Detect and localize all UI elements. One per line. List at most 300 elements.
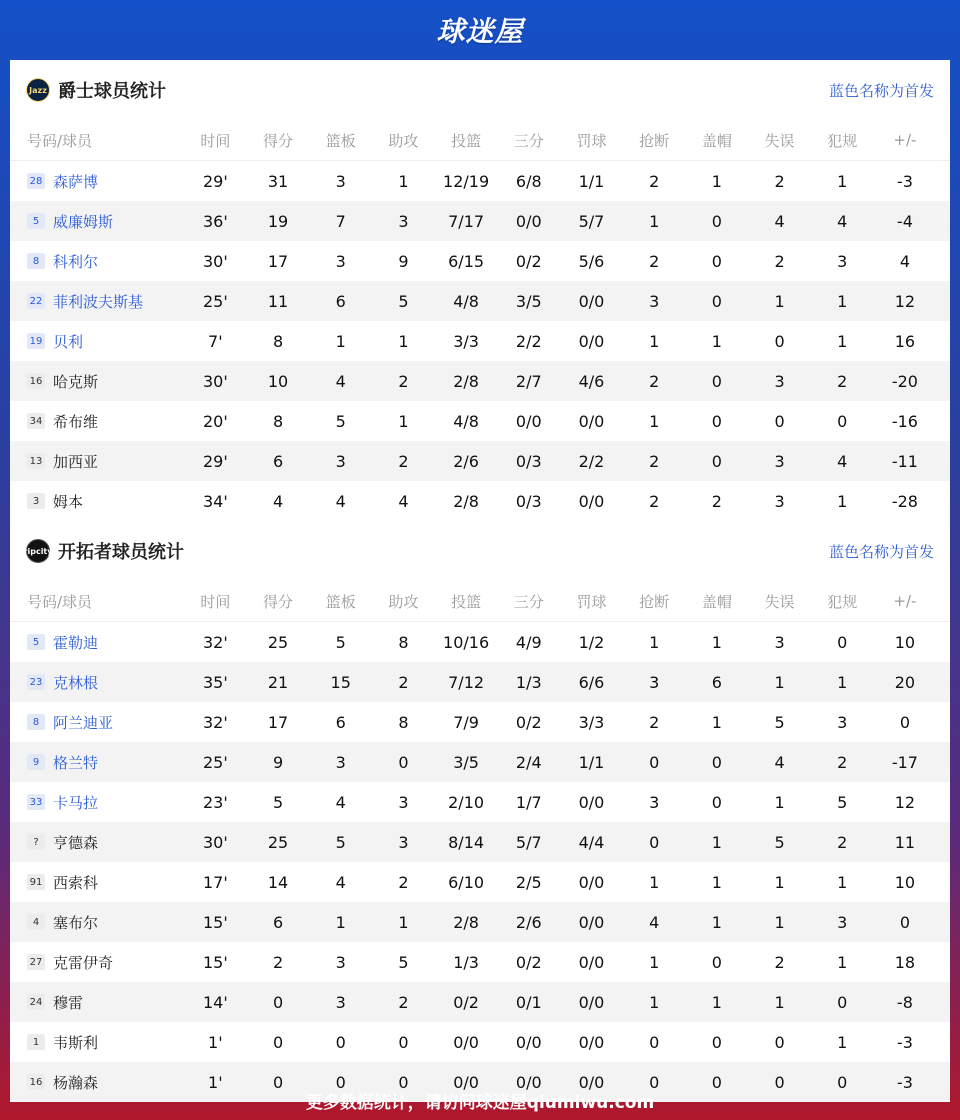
stat-cell: 1	[711, 992, 722, 1012]
stat-cell: 5	[774, 712, 785, 732]
stat-cell: 0	[774, 411, 785, 431]
stat-cell: 4	[899, 251, 910, 271]
stat-cell: 0	[711, 291, 722, 311]
stat-cell: 10	[267, 371, 289, 391]
stat-cell: 2	[774, 952, 785, 972]
stat-cell: 3	[335, 952, 346, 972]
stat-cell: 0/0	[578, 1032, 605, 1052]
player-cell	[10, 291, 184, 312]
stat-cell: 0	[837, 632, 848, 652]
jersey-number-badge: 9	[27, 754, 45, 770]
team-title: 开拓者球员统计	[58, 542, 184, 563]
column-header: 抢断	[639, 131, 670, 150]
stat-cell: 0/0	[578, 291, 605, 311]
stat-cell: 0	[272, 1032, 284, 1052]
player-name-link[interactable]: 霍勒迪	[53, 633, 99, 652]
stat-cell: 30'	[202, 371, 228, 391]
stat-cell: 2	[649, 171, 660, 191]
stat-cell: 8	[272, 411, 284, 431]
stat-cell: 1	[837, 872, 848, 892]
stat-cell: 0/2	[515, 952, 542, 972]
jersey-number-badge: 16	[27, 1074, 45, 1090]
player-row	[10, 702, 950, 742]
stat-cell: 0/0	[453, 1032, 479, 1052]
jazz-logo-icon: Jazz	[26, 78, 50, 102]
stat-cell: 6/10	[448, 872, 485, 892]
stat-cell: 2/10	[448, 792, 485, 812]
stat-cell: 15'	[202, 912, 228, 932]
column-header: 罚球	[576, 592, 607, 611]
stat-cell: 2	[398, 872, 409, 892]
jersey-number-badge: 13	[27, 453, 45, 469]
player-cell	[10, 992, 184, 1013]
player-row	[10, 782, 950, 822]
stat-cell: 2	[649, 371, 660, 391]
blazers-logo-icon: ripcity	[26, 539, 50, 563]
player-name-link[interactable]: 科利尔	[53, 252, 99, 271]
stat-cell: 1	[774, 792, 785, 812]
team-header	[10, 521, 950, 581]
stat-cell: 1	[398, 171, 409, 191]
stat-cell: 1	[837, 952, 848, 972]
stat-cell: 6	[272, 451, 284, 471]
starter-legend-note: 蓝色名称为首发	[828, 81, 934, 100]
column-header: 篮板	[325, 131, 356, 150]
player-row	[10, 361, 950, 401]
player-cell	[10, 371, 184, 392]
stat-cell: 23'	[202, 792, 228, 812]
player-row	[10, 822, 950, 862]
player-row	[10, 481, 950, 521]
stat-cell: 1/7	[515, 792, 542, 812]
stat-cell: 4	[649, 912, 660, 932]
stat-cell: 1	[837, 672, 848, 692]
stat-cell: 6	[335, 291, 346, 311]
player-row	[10, 241, 950, 281]
player-row	[10, 321, 950, 361]
jersey-number-badge: 24	[27, 994, 45, 1010]
player-cell	[10, 1032, 184, 1053]
stat-cell: 4	[272, 491, 284, 511]
player-cell	[10, 331, 184, 352]
player-name-link[interactable]: 森萨博	[53, 172, 99, 191]
player-row	[10, 161, 950, 201]
stat-cell: 4	[837, 211, 848, 231]
stat-cell: 1	[649, 992, 660, 1012]
player-row	[10, 902, 950, 942]
stat-cell: 0	[649, 832, 660, 852]
stat-cell: 0/0	[578, 872, 605, 892]
stat-cell: 1	[774, 992, 785, 1012]
stat-cell: 1	[711, 912, 722, 932]
column-header: 抢断	[639, 592, 670, 611]
jersey-number-badge: 5	[27, 213, 45, 229]
stat-cell: 6/8	[515, 171, 542, 191]
stat-cell: 5	[335, 411, 346, 431]
stat-cell: 3	[398, 792, 409, 812]
stat-cell: 15'	[202, 952, 228, 972]
stat-cell: 2/5	[515, 872, 542, 892]
stat-cell: 32'	[202, 632, 228, 652]
stat-cell: 1	[649, 952, 660, 972]
stat-cell: 0/0	[578, 952, 605, 972]
stat-cell: 3/5	[453, 752, 479, 772]
column-header: 罚球	[576, 131, 607, 150]
stat-cell: 14	[267, 872, 289, 892]
stat-cell: 2	[649, 251, 660, 271]
stat-cell: 10/16	[443, 632, 490, 652]
stat-cell: 12	[894, 792, 916, 812]
stat-cell: 0/2	[515, 712, 542, 732]
column-header: 失误	[764, 592, 795, 611]
stat-cell: 0	[837, 992, 848, 1012]
brand-logo: 球迷屋	[436, 15, 524, 48]
stat-cell: 17	[267, 712, 289, 732]
stat-cell: 1/3	[453, 952, 479, 972]
stat-cell: 1	[711, 331, 722, 351]
stat-cell: 25'	[202, 752, 228, 772]
stat-cell: 0	[837, 1072, 848, 1092]
stat-cell: 18	[894, 952, 916, 972]
stat-cell: 1	[649, 411, 660, 431]
player-name-link[interactable]: 阿兰迪亚	[53, 713, 114, 732]
player-name-link[interactable]: 卡马拉	[53, 793, 99, 812]
player-cell	[10, 632, 184, 653]
player-name: 亨德森	[53, 833, 99, 852]
player-cell	[10, 952, 184, 973]
player-name: 韦斯利	[53, 1033, 99, 1052]
stat-cell: 3	[335, 251, 346, 271]
column-header: 篮板	[325, 592, 356, 611]
team-title: 爵士球员统计	[58, 81, 166, 102]
stat-cell: 2	[649, 451, 660, 471]
stat-cell: 4	[837, 451, 848, 471]
stat-cell: 30'	[202, 832, 228, 852]
stat-cell: 5/6	[578, 251, 605, 271]
stat-cell: 6	[272, 912, 284, 932]
jersey-number-badge: 8	[27, 253, 45, 269]
stat-cell: 2/7	[515, 371, 542, 391]
stat-cell: 0	[774, 331, 785, 351]
stat-cell: 1	[711, 712, 722, 732]
stat-cell: 11	[267, 291, 289, 311]
stat-cell: 32'	[202, 712, 228, 732]
player-row	[10, 622, 950, 662]
stat-cell: 8	[272, 331, 284, 351]
stat-cell: 30'	[202, 251, 228, 271]
stat-cell: -11	[891, 451, 918, 471]
starter-legend-note: 蓝色名称为首发	[828, 542, 934, 561]
stat-cell: 1/3	[515, 672, 542, 692]
stat-cell: 20'	[202, 411, 228, 431]
stat-cell: 4/8	[453, 291, 479, 311]
stat-cell: 10	[894, 872, 916, 892]
stat-cell: 3	[398, 832, 409, 852]
stat-cell: 2	[649, 491, 660, 511]
stat-cell: 0	[272, 992, 284, 1012]
stat-cell: 1	[649, 211, 660, 231]
column-header: 失误	[764, 131, 795, 150]
stat-cell: 5	[837, 792, 848, 812]
stat-cell: -3	[896, 171, 913, 191]
stat-cell: 2	[837, 752, 848, 772]
player-name-link[interactable]: 格兰特	[53, 753, 99, 772]
stat-cell: 1	[774, 872, 785, 892]
player-cell	[10, 251, 184, 272]
column-header: 得分	[263, 131, 294, 150]
stat-cell: 3/3	[453, 331, 479, 351]
stat-cell: 4	[335, 491, 346, 511]
stat-cell: -8	[896, 992, 913, 1012]
stat-cell: 4/9	[515, 632, 542, 652]
stat-cell: 1	[711, 632, 722, 652]
jazz-section	[10, 60, 950, 521]
jersey-number-badge: 4	[27, 914, 45, 930]
player-name: 塞布尔	[53, 913, 99, 932]
stat-cell: 2	[272, 952, 284, 972]
player-cell	[10, 171, 184, 192]
stat-cell: 0	[711, 792, 722, 812]
stat-cell: 0	[711, 371, 722, 391]
player-cell	[10, 792, 184, 813]
top-bar	[0, 0, 960, 60]
player-row	[10, 281, 950, 321]
column-header: 盖帽	[701, 131, 732, 150]
stat-cell: 34'	[202, 491, 228, 511]
player-name: 穆雷	[53, 993, 84, 1012]
blazers-section	[10, 521, 950, 1102]
stat-cell: 3	[335, 752, 346, 772]
stat-cell: 3	[837, 712, 848, 732]
stat-cell: 1	[335, 331, 346, 351]
stat-cell: 0/0	[578, 411, 605, 431]
stat-cell: 7/12	[448, 672, 485, 692]
stat-cell: -3	[896, 1032, 913, 1052]
stat-cell: 1	[837, 171, 848, 191]
team-header	[10, 60, 950, 120]
player-name-link[interactable]: 贝利	[53, 332, 84, 351]
footer-banner: 更多数据统计，请访问球迷屋qiumiwu.com	[305, 1092, 655, 1113]
stat-cell: 0	[711, 451, 722, 471]
stat-cell: 12/19	[443, 171, 490, 191]
stat-cell: -4	[896, 211, 913, 231]
stat-cell: 6	[711, 672, 722, 692]
stat-cell: 2	[398, 672, 409, 692]
stat-cell: 0	[335, 1032, 346, 1052]
stat-cell: 1	[649, 872, 660, 892]
player-cell	[10, 411, 184, 432]
column-header: 投篮	[451, 592, 482, 611]
stat-cell: 21	[267, 672, 289, 692]
stat-cell: 0/0	[578, 491, 605, 511]
player-row	[10, 742, 950, 782]
stat-cell: 1/2	[578, 632, 605, 652]
stat-cell: 11	[894, 832, 916, 852]
player-row	[10, 942, 950, 982]
stat-cell: 2/4	[515, 752, 542, 772]
stat-cell: 2	[398, 992, 409, 1012]
stat-cell: 5/7	[515, 832, 542, 852]
stat-cell: 0	[837, 411, 848, 431]
column-header: 犯规	[827, 131, 858, 150]
stat-cell: 1	[837, 331, 848, 351]
stat-cell: 3	[774, 632, 785, 652]
table-header	[10, 581, 950, 622]
stat-cell: 5	[335, 832, 346, 852]
column-header: 时间	[200, 592, 231, 611]
jersey-number-badge: 5	[27, 634, 45, 650]
stat-cell: 2	[649, 712, 660, 732]
stat-cell: 5	[398, 291, 409, 311]
column-header: +/-	[893, 592, 917, 610]
column-header: 助攻	[388, 131, 419, 150]
stat-cell: 2	[398, 451, 409, 471]
stat-cell: 0	[711, 752, 722, 772]
stat-cell: -16	[891, 411, 918, 431]
stat-cell: 1	[649, 331, 660, 351]
stat-cell: 20	[894, 672, 916, 692]
stat-cell: 5	[398, 952, 409, 972]
player-name-link[interactable]: 威廉姆斯	[53, 212, 114, 231]
stat-cell: 19	[267, 211, 289, 231]
stat-cell: 8	[398, 712, 409, 732]
jersey-number-badge: 34	[27, 413, 45, 429]
jersey-number-badge: 28	[27, 173, 45, 189]
stat-cell: 12	[894, 291, 916, 311]
stat-cell: 25	[267, 632, 289, 652]
stat-cell: 1'	[208, 1072, 223, 1092]
stat-cell: 0/0	[578, 912, 605, 932]
jersey-number-badge: 8	[27, 714, 45, 730]
stat-cell: 0/0	[515, 411, 542, 431]
stat-cell: 5	[774, 832, 785, 852]
stat-cell: 0/0	[515, 211, 542, 231]
stat-cell: 0/0	[578, 992, 605, 1012]
column-header: 投篮	[451, 131, 482, 150]
player-name-link[interactable]: 克林根	[53, 673, 99, 692]
stat-cell: 1	[837, 291, 848, 311]
stat-cell: 3	[335, 451, 346, 471]
stat-cell: 3/3	[578, 712, 605, 732]
stat-cell: 2	[837, 371, 848, 391]
column-header: +/-	[893, 131, 917, 149]
column-header: 时间	[200, 131, 231, 150]
stat-cell: 1/1	[578, 171, 605, 191]
stat-cell: 3	[335, 992, 346, 1012]
stat-cell: 1	[774, 291, 785, 311]
stat-cell: 1	[837, 1032, 848, 1052]
stat-cell: 0	[335, 1072, 346, 1092]
stat-cell: -20	[891, 371, 918, 391]
player-name: 西索科	[53, 873, 99, 892]
stat-cell: 1	[335, 912, 346, 932]
stat-cell: 0/0	[515, 1032, 542, 1052]
player-cell	[10, 752, 184, 773]
stat-cell: 14'	[202, 992, 228, 1012]
column-header: 犯规	[827, 592, 858, 611]
stat-cell: 2/8	[453, 371, 479, 391]
player-cell	[10, 211, 184, 232]
player-row	[10, 1022, 950, 1062]
stat-cell: -3	[896, 1072, 913, 1092]
stat-cell: 6/6	[578, 672, 605, 692]
player-name: 杨瀚森	[53, 1073, 99, 1092]
stat-cell: 2/6	[515, 912, 542, 932]
jersey-number-badge: ?	[27, 834, 45, 850]
player-cell	[10, 491, 184, 512]
player-name: 希布维	[53, 412, 99, 431]
player-row	[10, 662, 950, 702]
stat-cell: 7/9	[453, 712, 479, 732]
stat-cell: 0	[711, 211, 722, 231]
stat-cell: 0	[398, 1032, 409, 1052]
player-name-link[interactable]: 菲利波夫斯基	[53, 292, 144, 311]
stat-cell: 5	[272, 792, 284, 812]
stat-cell: 36'	[202, 211, 228, 231]
stat-cell: 29'	[202, 171, 228, 191]
stats-panel	[10, 60, 950, 1092]
stat-cell: 7	[335, 211, 346, 231]
stat-cell: 1	[774, 672, 785, 692]
stat-cell: 4	[335, 792, 346, 812]
stat-cell: 0	[899, 912, 910, 932]
stat-cell: 0	[649, 752, 660, 772]
stat-cell: -28	[891, 491, 918, 511]
column-header: 号码/球员	[27, 131, 93, 150]
stat-cell: 0	[899, 712, 910, 732]
player-cell	[10, 872, 184, 893]
stat-cell: 0/3	[515, 451, 542, 471]
stat-cell: 2	[837, 832, 848, 852]
stat-cell: 8	[398, 632, 409, 652]
table-header	[10, 120, 950, 161]
stat-cell: 1	[711, 171, 722, 191]
stat-cell: 0	[398, 1072, 409, 1092]
stat-cell: 17	[267, 251, 289, 271]
stat-cell: 0	[649, 1072, 660, 1092]
stat-cell: 3	[837, 912, 848, 932]
stat-cell: 2	[774, 171, 785, 191]
column-header: 三分	[513, 592, 544, 611]
stat-cell: 4/4	[578, 832, 605, 852]
jersey-number-badge: 33	[27, 794, 45, 810]
jersey-number-badge: 91	[27, 874, 45, 890]
stat-cell: 0/2	[515, 251, 542, 271]
stat-cell: 4	[335, 872, 346, 892]
stat-cell: 4	[398, 491, 409, 511]
stat-cell: 2	[711, 491, 722, 511]
stat-cell: 16	[894, 331, 916, 351]
stat-cell: 2/8	[453, 491, 479, 511]
stat-cell: 2	[774, 251, 785, 271]
stat-cell: 1	[398, 912, 409, 932]
stat-cell: 0	[711, 952, 722, 972]
stat-cell: 0	[711, 251, 722, 271]
stat-cell: 35'	[202, 672, 228, 692]
player-cell	[10, 912, 184, 933]
stat-cell: 10	[894, 632, 916, 652]
stat-cell: 0/0	[515, 1072, 542, 1092]
column-header: 得分	[263, 592, 294, 611]
stat-cell: 9	[398, 251, 409, 271]
stat-cell: 3	[774, 451, 785, 471]
jersey-number-badge: 1	[27, 1034, 45, 1050]
stat-cell: 0	[272, 1072, 284, 1092]
stat-cell: 31	[267, 171, 289, 191]
player-row	[10, 441, 950, 481]
stat-cell: 25'	[202, 291, 228, 311]
stat-cell: 0/0	[578, 792, 605, 812]
